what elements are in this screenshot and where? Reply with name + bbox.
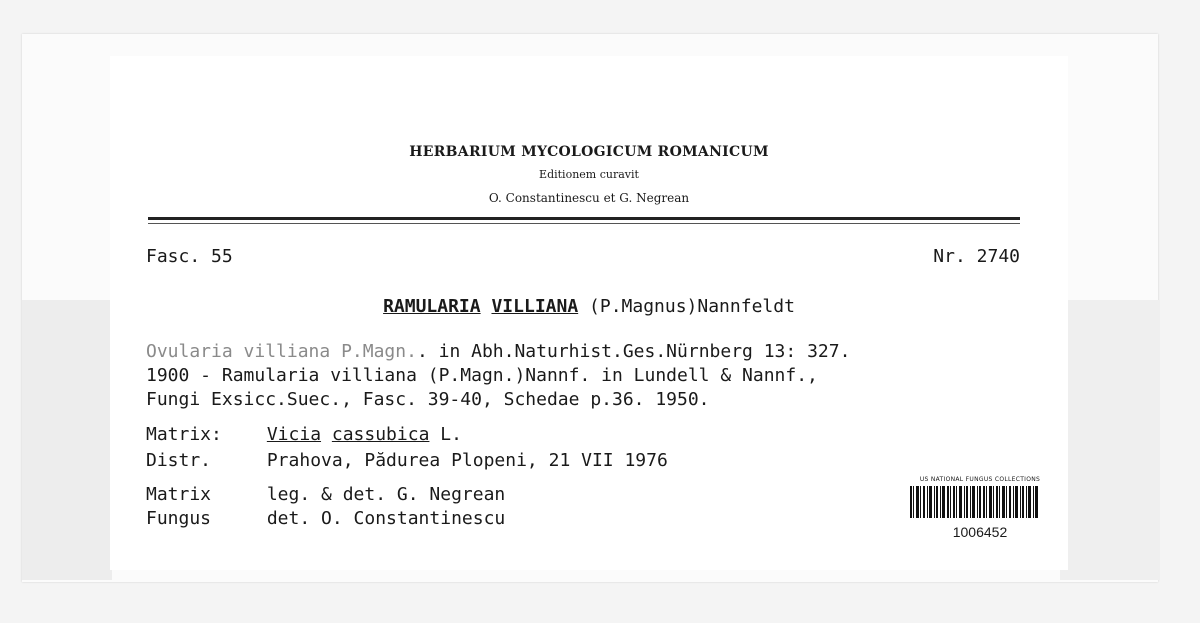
exsiccata-number (933, 246, 1020, 267)
number-value: 2740 (976, 246, 1020, 267)
synonymy-line-1 (146, 340, 1026, 364)
number-label: Nr. (933, 246, 966, 267)
species-authority: (P.Magnus)Nannfeldt (589, 296, 795, 317)
barcode-label (910, 476, 1050, 554)
fungus-row (146, 508, 505, 529)
header-rule (148, 217, 1020, 220)
fascicle (146, 246, 233, 267)
matrix-label: Matrix: (146, 424, 222, 445)
fascicle-value: 55 (211, 246, 233, 267)
collector-row (146, 484, 505, 505)
matrix-author: L. (440, 424, 462, 445)
collector-label: Matrix (146, 484, 212, 505)
label-header (110, 144, 1068, 205)
herbarium-label (110, 56, 1068, 570)
collector-value: leg. & det. G. Negrean (266, 484, 506, 505)
barcode-icon (910, 486, 1038, 518)
packet-fold-right (1060, 300, 1160, 580)
header-rule-thin (148, 223, 1020, 224)
synonymy-basionym: Ovularia villiana P.Magn. (146, 341, 417, 362)
matrix-row (146, 424, 462, 445)
editors-names: O. Constantinescu et G. Negrean (488, 191, 690, 205)
distribution-row (146, 450, 668, 471)
synonymy-line-2: 1900 - Ramularia villiana (P.Magn.)Nannf. in Lundell & Nannf., (146, 365, 818, 386)
matrix-genus: Vicia (266, 424, 322, 445)
species-name (110, 296, 1068, 317)
synonymy-block (146, 340, 1026, 412)
fungus-value: det. O. Constantinescu (266, 508, 506, 529)
species-genus: RAMULARIA (383, 296, 481, 317)
distribution-value: Prahova, Pădurea Plopeni, 21 VII 1976 (266, 450, 668, 471)
species-epithet: VILLIANA (491, 296, 579, 317)
synonymy-citation: . in Abh.Naturhist.Ges.Nürnberg 13: 327. (416, 341, 851, 362)
packet-fold-left (22, 300, 112, 580)
distribution-label: Distr. (146, 450, 212, 471)
synonymy-line-3: Fungi Exsicc.Suec., Fasc. 39-40, Schedae p.36. 1950. (146, 389, 710, 410)
barcode-number: 1006452 (952, 524, 1008, 540)
editor-line: Editionem curavit (539, 168, 639, 181)
barcode-collection-name: US NATIONAL FUNGUS COLLECTIONS (919, 476, 1041, 483)
matrix-species: cassubica (331, 424, 430, 445)
fungus-label: Fungus (146, 508, 212, 529)
fascicle-label: Fasc. (146, 246, 201, 267)
herbarium-title: HERBARIUM MYCOLOGICUM ROMANICUM (409, 144, 769, 160)
